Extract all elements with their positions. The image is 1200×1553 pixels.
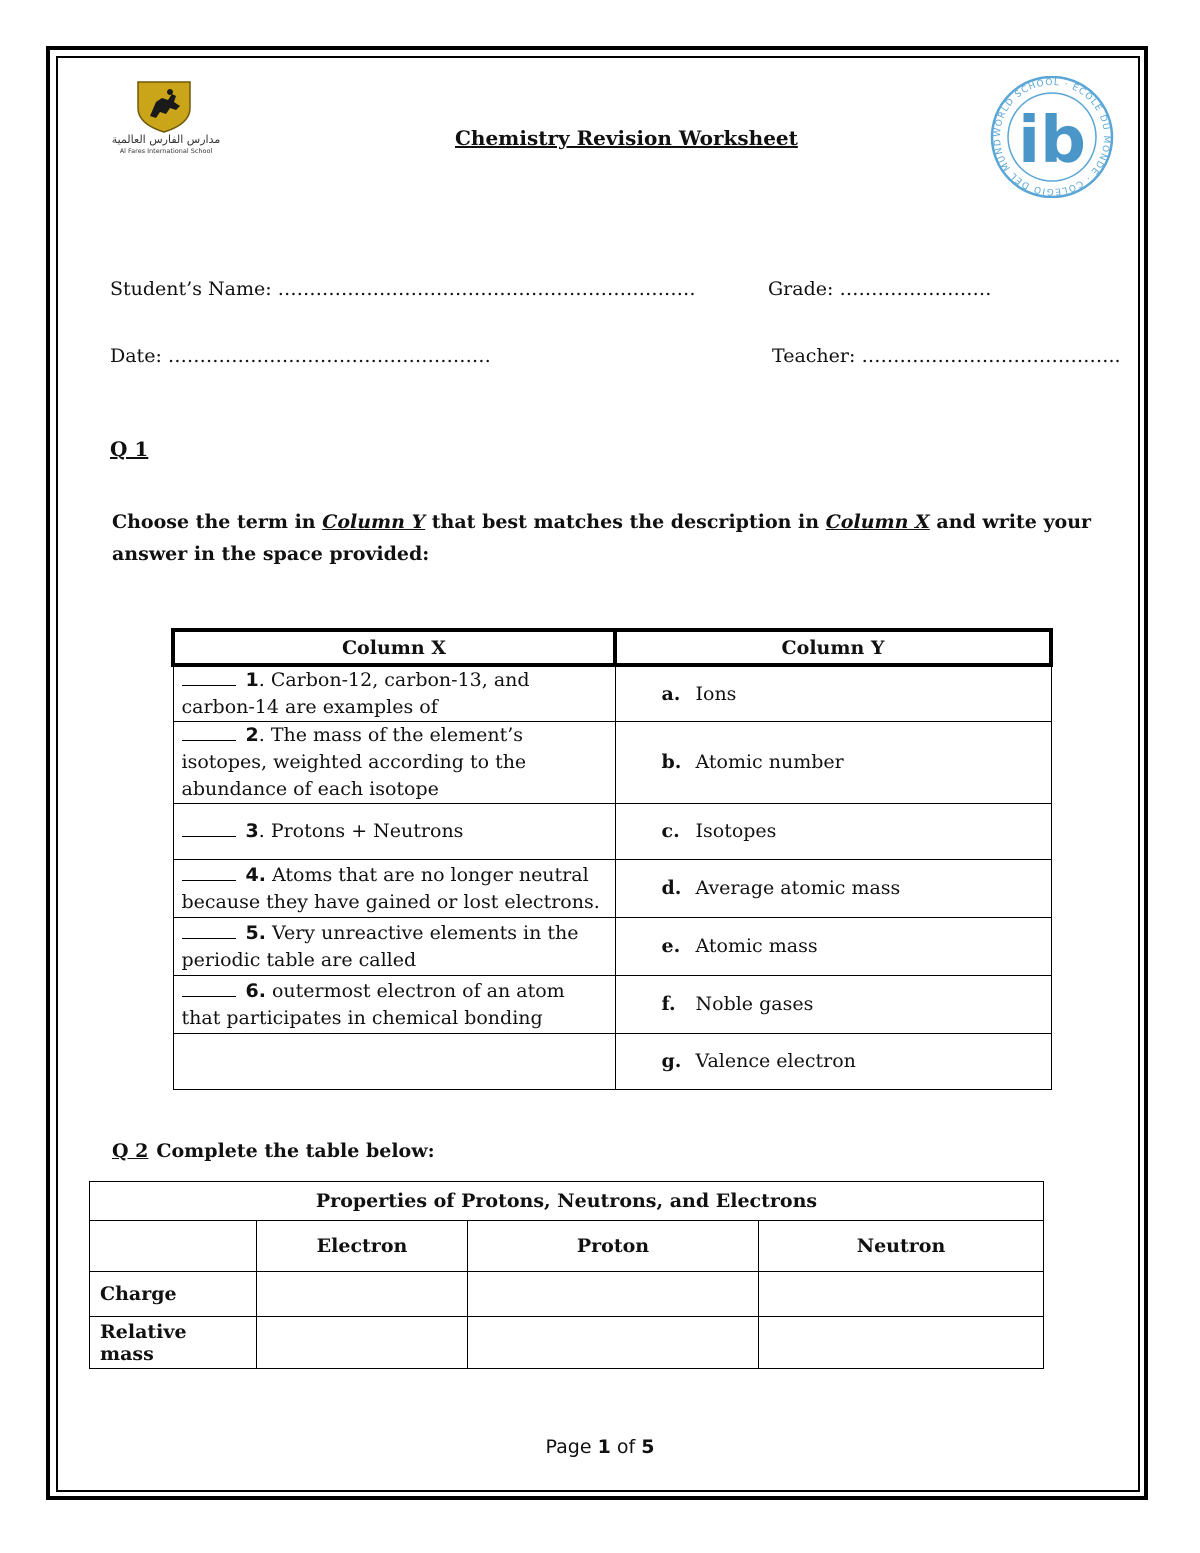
term-text: Atomic number	[695, 751, 844, 773]
teacher-label: Teacher:	[772, 345, 856, 367]
table-row	[173, 860, 1051, 918]
student-name-label: Student’s Name:	[110, 278, 272, 300]
term-letter: b.	[661, 751, 682, 773]
column-x-cell	[173, 804, 615, 860]
column-x-cell	[173, 860, 615, 918]
table-row	[90, 1317, 1044, 1369]
q1-instr-column-x: Column X	[825, 511, 930, 533]
table-caption: Properties of Protons, Neutrons, and Electrons	[90, 1182, 1044, 1221]
date-label: Date:	[110, 345, 162, 367]
column-y-cell	[615, 804, 1051, 860]
ib-letters: ib	[1018, 104, 1086, 178]
item-description: outermost electron of an atom that participates in chemical bonding	[181, 979, 565, 1029]
answer-cell-electron-mass[interactable]	[257, 1317, 468, 1369]
table-row	[173, 665, 1051, 722]
grade-blank[interactable]: ……………………	[839, 278, 992, 300]
page-word: Page	[545, 1436, 592, 1458]
item-number: 3	[245, 820, 259, 842]
column-y-cell	[615, 665, 1051, 722]
answer-blank[interactable]	[182, 671, 236, 686]
answer-cell-neutron-charge[interactable]	[759, 1272, 1044, 1317]
particle-properties-table	[89, 1181, 1044, 1369]
item-number: 1	[245, 669, 259, 691]
table-row	[173, 918, 1051, 976]
answer-cell-proton-mass[interactable]	[468, 1317, 759, 1369]
table-row	[173, 1034, 1051, 1090]
worksheet-title: Chemistry Revision Worksheet	[455, 126, 798, 150]
table-header-row	[90, 1221, 1044, 1272]
term-letter: d.	[661, 877, 682, 899]
of-word: of	[616, 1436, 636, 1458]
item-number: 4.	[245, 863, 266, 886]
term-letter: a.	[661, 682, 681, 705]
corner-cell	[90, 1221, 257, 1272]
header-electron: Electron	[257, 1221, 468, 1272]
column-x-cell	[173, 722, 615, 804]
table-row	[173, 722, 1051, 804]
answer-blank[interactable]	[182, 982, 236, 997]
column-x-cell	[173, 976, 615, 1034]
column-y-cell	[615, 1034, 1051, 1090]
q1-heading: Q 1	[110, 437, 149, 461]
column-y-cell	[615, 918, 1051, 976]
answer-cell-electron-charge[interactable]	[257, 1272, 468, 1317]
item-number: 2	[245, 724, 259, 746]
term-text: Isotopes	[695, 820, 777, 842]
item-number: 5.	[245, 921, 266, 944]
term-text: Ions	[695, 682, 737, 705]
column-x-cell	[173, 918, 615, 976]
header-proton: Proton	[468, 1221, 759, 1272]
item-description: . The mass of the element’s isotopes, weighted according to the abundance of each isotope	[181, 724, 527, 800]
ib-world-school-logo	[986, 76, 1118, 198]
q1-instr-part1: Choose the term in	[112, 511, 323, 533]
term-text: Valence electron	[695, 1050, 856, 1072]
student-name-blank[interactable]: …………………………………………………………	[277, 278, 696, 300]
table-row	[90, 1272, 1044, 1317]
term-text: Average atomic mass	[695, 877, 901, 899]
grade-label: Grade:	[768, 278, 834, 300]
teacher-blank[interactable]: …………………………………..	[861, 345, 1121, 367]
term-letter: c.	[661, 820, 680, 842]
q1-instr-part3: and write your answer in the space provided:	[112, 511, 1092, 565]
item-description: Very unreactive elements in the periodic table are called	[181, 921, 579, 971]
column-x-header: Column X	[173, 630, 615, 665]
term-letter: f.	[661, 993, 676, 1015]
q1-instructions	[112, 506, 1112, 570]
item-number: 6.	[245, 979, 266, 1002]
column-y-cell	[615, 722, 1051, 804]
answer-blank[interactable]	[182, 726, 236, 741]
column-y-header: Column Y	[615, 630, 1051, 665]
header-neutron: Neutron	[759, 1221, 1044, 1272]
answer-cell-neutron-mass[interactable]	[759, 1317, 1044, 1369]
school-name-arabic: مدارس الفارس العالمية	[111, 133, 221, 146]
column-x-cell	[173, 665, 615, 722]
answer-blank[interactable]	[182, 822, 236, 837]
grade-field[interactable]	[768, 278, 991, 300]
term-letter: e.	[661, 935, 681, 957]
answer-blank[interactable]	[182, 866, 236, 881]
table-row	[173, 804, 1051, 860]
row-label-charge: Charge	[90, 1272, 257, 1317]
q1-instr-part2: that best matches the description in	[425, 511, 826, 533]
page-number	[0, 1436, 1200, 1458]
column-y-cell	[615, 860, 1051, 918]
item-description: . Protons + Neutrons	[258, 820, 464, 842]
term-text: Noble gases	[695, 993, 814, 1015]
current-page: 1	[597, 1436, 611, 1458]
row-label-relative-mass: Relative mass	[90, 1317, 257, 1369]
item-description: . Carbon-12, carbon-13, and carbon-14 are examples of	[181, 669, 530, 718]
column-y-cell	[615, 976, 1051, 1034]
total-pages: 5	[641, 1436, 655, 1458]
answer-blank[interactable]	[182, 924, 236, 939]
q2-instruction: Complete the table below:	[156, 1140, 435, 1162]
term-text: Atomic mass	[695, 935, 818, 957]
teacher-field[interactable]	[772, 345, 1121, 367]
q2-heading-line	[112, 1140, 435, 1162]
matching-table	[171, 628, 1053, 1090]
date-blank[interactable]: ……………………………………………	[167, 345, 491, 367]
school-name-english: Al Fares International School	[119, 147, 213, 155]
column-x-cell-empty	[173, 1034, 615, 1090]
student-name-field[interactable]	[110, 278, 696, 300]
ib-ring-text: WORLD SCHOOL · ÉCOLE DU MONDE · COLEGIO DEL MUND	[992, 77, 1112, 197]
date-field[interactable]	[110, 345, 491, 367]
term-letter: g.	[661, 1050, 682, 1072]
q2-heading: Q 2	[112, 1140, 149, 1162]
table-row	[173, 976, 1051, 1034]
q1-instr-column-y: Column Y	[322, 511, 426, 533]
answer-cell-proton-charge[interactable]	[468, 1272, 759, 1317]
school-logo	[106, 78, 226, 158]
item-description: Atoms that are no longer neutral because they have gained or lost electrons.	[181, 863, 600, 913]
